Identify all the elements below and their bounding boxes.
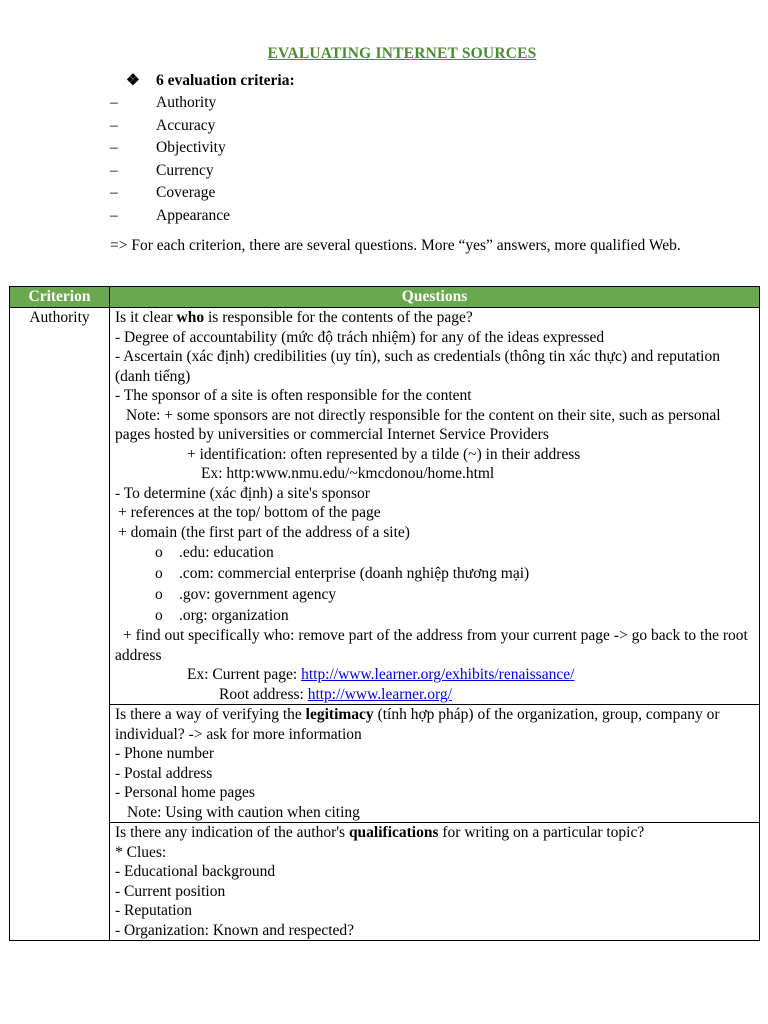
questions-cell-who	[110, 308, 760, 705]
table-row	[10, 308, 760, 705]
table-row	[10, 823, 760, 941]
circle-bullet-icon: o	[155, 544, 163, 561]
text-line: Ex: http:www.nmu.edu/~kmcdonou/home.html	[201, 465, 495, 482]
list-item: o .com: commercial enterprise (doanh nghiệp thương mại)	[155, 565, 530, 582]
circle-bullet-icon: o	[155, 586, 163, 603]
questions-cell-qualifications	[110, 823, 760, 941]
question-who: Is it clear who is responsible for the contents of the page?	[115, 309, 473, 326]
text-line: + domain (the first part of the address of a site)	[118, 523, 410, 541]
list-item: o .gov: government agency	[155, 586, 337, 603]
list-item: – Authority	[110, 94, 217, 111]
criteria-list	[110, 70, 295, 227]
header-criterion: Criterion	[10, 287, 110, 308]
question-qualifications: Is there any indication of the author's qualifications for writing on a particular topic?	[115, 824, 645, 841]
question-legitimacy: Is there a way of verifying the legitimacy (tính hợp pháp) of the organization, group, company or individual? -> ask for more information	[115, 706, 720, 743]
list-item: – Accuracy	[110, 116, 216, 134]
text-line: - Educational background	[115, 863, 276, 880]
text-line: - Personal home pages	[115, 784, 255, 801]
example-current-page: Ex: Current page: http://www.learner.org/exhibits/renaissance/	[187, 666, 575, 683]
header-questions: Questions	[110, 287, 760, 308]
text-line: - Phone number	[115, 745, 215, 762]
current-page-link[interactable]: http://www.learner.org/exhibits/renaissance/	[301, 666, 575, 683]
text-line: - Postal address	[115, 764, 213, 782]
example-root-address: Root address: http://www.learner.org/	[219, 685, 452, 703]
text-line: + find out specifically who: remove part of the address from your current page -> go back to the root address	[115, 627, 748, 664]
text-line: - Current position	[115, 882, 226, 900]
text-line: * Clues:	[115, 843, 167, 861]
text-line: + references at the top/ bottom of the page	[118, 504, 381, 521]
list-item: – Coverage	[110, 184, 216, 201]
text-line: - To determine (xác định) a site's sponsor	[115, 484, 370, 502]
questions-cell-legitimacy	[110, 705, 760, 823]
list-item: o .org: organization	[155, 607, 289, 624]
conclusion-text: => For each criterion, there are several questions. More “yes” answers, more qualified Web.	[110, 237, 681, 254]
criteria-table	[9, 286, 760, 941]
list-item: – Currency	[110, 161, 214, 179]
text-line: Note: Using with caution when citing	[127, 803, 360, 821]
text-line: - Ascertain (xác định) credibilities (uy tín), such as credentials (thông tin xác thực) and reputation (danh tiếng)	[115, 348, 720, 385]
diamond-bullet-icon: ❖	[126, 72, 140, 89]
criterion-cell: Authority	[10, 308, 110, 941]
text-line: Note: + some sponsors are not directly responsible for the content on their site, such as personal pages hosted by universities or commercial Internet Service Providers	[115, 406, 721, 443]
root-address-link[interactable]: http://www.learner.org/	[307, 685, 452, 703]
text-line: - Degree of accountability (mức độ trách nhiệm) for any of the ideas expressed	[115, 328, 605, 346]
list-item: o .edu: education	[155, 544, 274, 561]
circle-bullet-icon: o	[155, 607, 163, 624]
criteria-heading: ❖ 6 evaluation criteria:	[110, 70, 295, 92]
table-row	[10, 705, 760, 823]
text-line: - The sponsor of a site is often responsible for the content	[115, 387, 472, 404]
page-title: EVALUATING INTERNET SOURCES	[267, 45, 537, 62]
domain-list	[115, 542, 754, 626]
list-item: – Appearance	[110, 206, 231, 224]
text-line: - Reputation	[115, 902, 193, 919]
circle-bullet-icon: o	[155, 565, 163, 582]
table-header-row	[10, 287, 760, 308]
list-item: – Objectivity	[110, 139, 226, 156]
text-line: - Organization: Known and respected?	[115, 921, 355, 939]
text-line: + identification: often represented by a tilde (~) in their address	[187, 445, 581, 463]
